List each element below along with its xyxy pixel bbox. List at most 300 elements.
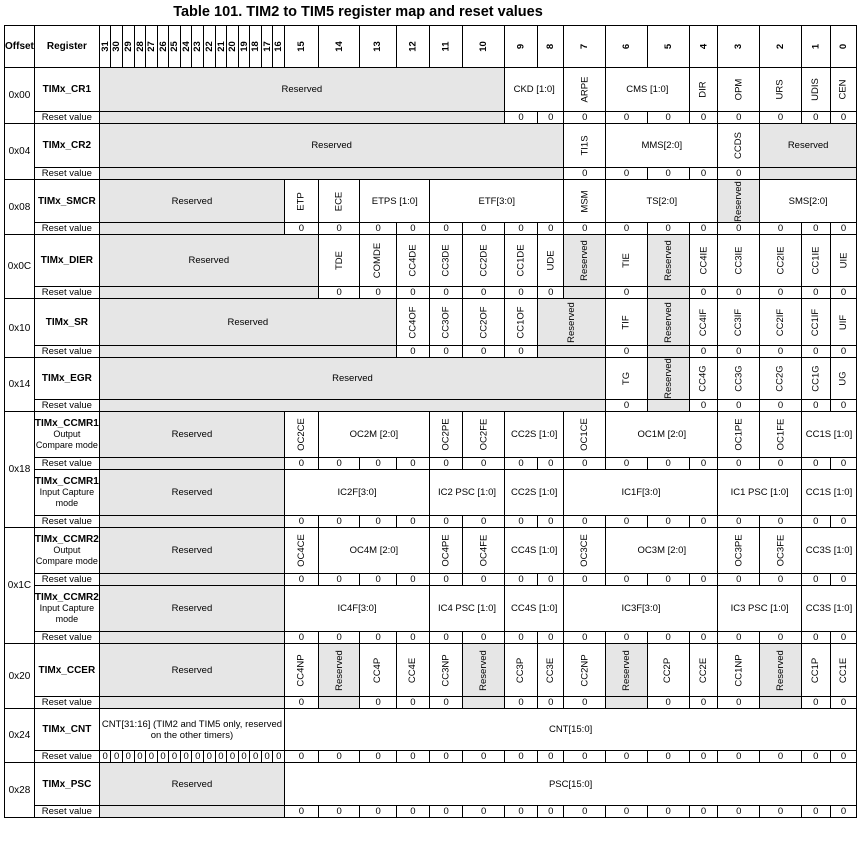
reset-bit: 0 xyxy=(504,458,537,470)
bit-header: 24 xyxy=(180,26,192,68)
register-name-cell xyxy=(34,299,99,346)
reset-bit: 0 xyxy=(689,168,718,180)
bit-field: MSM xyxy=(564,180,606,223)
reset-bit: 0 xyxy=(830,112,856,124)
register-name: TIMx_SMCR xyxy=(37,195,96,207)
reset-bit: 0 xyxy=(204,751,216,763)
bit-field: UIF xyxy=(830,299,856,346)
reset-bit: 0 xyxy=(504,346,537,358)
reset-bit: 0 xyxy=(801,346,830,358)
reset-bit: 0 xyxy=(718,751,760,763)
reset-bit: 0 xyxy=(285,751,319,763)
bit-field: ETPS [1:0] xyxy=(360,180,430,223)
reset-bit: 0 xyxy=(396,632,429,644)
reset-bit: 0 xyxy=(689,632,718,644)
reset-bit: 0 xyxy=(180,751,192,763)
register-name: TIMx_PSC xyxy=(42,778,92,790)
bit-header: 0 xyxy=(830,26,856,68)
reset-value-label: Reset value xyxy=(34,400,99,412)
reset-bit: 0 xyxy=(504,287,537,299)
bit-field: IC4 PSC [1:0] xyxy=(430,586,505,632)
reset-bit: 0 xyxy=(564,806,606,818)
bit-field: CC1G xyxy=(801,358,830,400)
reset-bit: 0 xyxy=(463,346,505,358)
register-row xyxy=(5,412,857,458)
bit-field: IC1 PSC [1:0] xyxy=(718,470,801,516)
reserved-field: Reserved xyxy=(718,180,760,223)
offset-cell: 0x08 xyxy=(5,180,35,235)
reset-bit: 0 xyxy=(830,697,856,709)
reset-bit xyxy=(99,112,504,124)
bit-header: 7 xyxy=(564,26,606,68)
reset-bit: 0 xyxy=(564,574,606,586)
bit-field: CC4G xyxy=(689,358,718,400)
reset-bit: 0 xyxy=(647,168,689,180)
reset-bit: 0 xyxy=(504,112,537,124)
reset-bit: 0 xyxy=(463,516,505,528)
reset-bit xyxy=(647,346,689,358)
offset-cell: 0x04 xyxy=(5,124,35,180)
reset-bit: 0 xyxy=(606,516,648,528)
bit-field: CC2OF xyxy=(463,299,505,346)
reset-bit: 0 xyxy=(801,697,830,709)
reset-row xyxy=(5,458,857,470)
reset-bit xyxy=(606,697,648,709)
reset-bit: 0 xyxy=(718,168,760,180)
bit-field: CC4IE xyxy=(689,235,718,287)
reset-bit: 0 xyxy=(801,516,830,528)
reset-bit: 0 xyxy=(396,806,429,818)
header-row xyxy=(5,26,857,68)
reset-bit: 0 xyxy=(606,458,648,470)
table-title: Table 101. TIM2 to TIM5 register map and reset values xyxy=(173,4,543,20)
reset-bit: 0 xyxy=(463,287,505,299)
bit-field: CC2NP xyxy=(564,644,606,697)
offset-cell: 0x18 xyxy=(5,412,35,528)
reset-bit: 0 xyxy=(318,516,360,528)
reset-bit: 0 xyxy=(430,458,463,470)
offset-cell: 0x10 xyxy=(5,299,35,358)
reset-bit: 0 xyxy=(430,574,463,586)
reset-bit xyxy=(99,346,396,358)
reserved-field: Reserved xyxy=(99,586,284,632)
reset-bit: 0 xyxy=(430,806,463,818)
reset-bit: 0 xyxy=(564,223,606,235)
reset-bit: 0 xyxy=(564,458,606,470)
reset-bit: 0 xyxy=(285,458,319,470)
bit-header: 10 xyxy=(463,26,505,68)
register-mode: Output Compare mode xyxy=(35,429,98,450)
reset-bit: 0 xyxy=(647,632,689,644)
reset-bit: 0 xyxy=(830,516,856,528)
reset-bit: 0 xyxy=(801,751,830,763)
reset-row xyxy=(5,806,857,818)
reset-bit: 0 xyxy=(463,751,505,763)
reset-bit: 0 xyxy=(538,574,564,586)
bit-field: CC1IE xyxy=(801,235,830,287)
reset-bit: 0 xyxy=(760,574,802,586)
bit-field: ETP xyxy=(285,180,319,223)
bit-field: TG xyxy=(606,358,648,400)
bit-field: TIE xyxy=(606,235,648,287)
bit-header: 9 xyxy=(504,26,537,68)
reset-bit xyxy=(99,458,284,470)
register-name-cell xyxy=(34,412,99,458)
reset-bit xyxy=(99,287,318,299)
reset-bit: 0 xyxy=(504,516,537,528)
reset-bit: 0 xyxy=(760,806,802,818)
bit-field: CC2E xyxy=(689,644,718,697)
bit-field: CC4OF xyxy=(396,299,429,346)
reserved-field: Reserved xyxy=(647,299,689,346)
bit-field: OC2FE xyxy=(463,412,505,458)
reset-bit xyxy=(463,697,505,709)
reserved-field: Reserved xyxy=(99,358,605,400)
reset-bit: 0 xyxy=(215,751,227,763)
offset-cell: 0x00 xyxy=(5,68,35,124)
bit-header: 18 xyxy=(250,26,262,68)
reset-bit: 0 xyxy=(463,574,505,586)
bit-field: CNT[15:0] xyxy=(285,709,857,751)
reset-value-label: Reset value xyxy=(34,751,99,763)
reserved-field: Reserved xyxy=(647,235,689,287)
bit-field: CC2S [1:0] xyxy=(504,412,564,458)
reset-bit: 0 xyxy=(430,287,463,299)
bit-header: 31 xyxy=(99,26,111,68)
bit-field: IC3F[3:0] xyxy=(564,586,718,632)
bit-field: CNT[31:16] (TIM2 and TIM5 only, reserved on the other timers) xyxy=(99,709,284,751)
reset-bit: 0 xyxy=(564,516,606,528)
reset-bit: 0 xyxy=(430,346,463,358)
reset-bit: 0 xyxy=(285,516,319,528)
bit-field: CC4S [1:0] xyxy=(504,586,564,632)
reset-bit: 0 xyxy=(396,574,429,586)
reset-row xyxy=(5,516,857,528)
reserved-field: Reserved xyxy=(99,528,284,574)
bit-header: 27 xyxy=(146,26,158,68)
reset-bit: 0 xyxy=(111,751,123,763)
bit-field: CC2G xyxy=(760,358,802,400)
bit-field: CC1E xyxy=(830,644,856,697)
reset-value-label: Reset value xyxy=(34,223,99,235)
reserved-field: Reserved xyxy=(99,763,284,806)
reset-value-label: Reset value xyxy=(34,516,99,528)
bit-header: 1 xyxy=(801,26,830,68)
reset-bit: 0 xyxy=(718,112,760,124)
reset-bit: 0 xyxy=(718,458,760,470)
register-name-cell xyxy=(34,709,99,751)
bit-field: OC2M [2:0] xyxy=(318,412,429,458)
reset-bit: 0 xyxy=(360,697,396,709)
reserved-field: Reserved xyxy=(647,358,689,400)
bit-header: 26 xyxy=(157,26,169,68)
register-name-cell xyxy=(34,180,99,223)
bit-field: CC4E xyxy=(396,644,429,697)
reset-bit: 0 xyxy=(647,112,689,124)
register-mode: Input Capture mode xyxy=(39,487,95,508)
reset-bit: 0 xyxy=(285,223,319,235)
reset-bit: 0 xyxy=(647,697,689,709)
bit-header: 12 xyxy=(396,26,429,68)
register-map-table xyxy=(4,25,857,818)
reset-bit: 0 xyxy=(273,751,285,763)
bit-header: 30 xyxy=(111,26,123,68)
bit-header: 16 xyxy=(273,26,285,68)
reset-bit: 0 xyxy=(538,516,564,528)
register-name: TIMx_CNT xyxy=(42,724,92,735)
bit-field: CC4NP xyxy=(285,644,319,697)
reset-bit: 0 xyxy=(830,400,856,412)
reset-bit: 0 xyxy=(238,751,250,763)
bit-field: IC4F[3:0] xyxy=(285,586,430,632)
register-name: TIMx_DIER xyxy=(40,255,93,266)
bit-field: DIR xyxy=(689,68,718,112)
register-mode: Input Capture mode xyxy=(39,603,95,624)
bit-header: 19 xyxy=(238,26,250,68)
reset-bit xyxy=(99,223,284,235)
register-name: TIMx_CCMR1 xyxy=(34,418,99,429)
reset-bit xyxy=(99,516,284,528)
reset-bit: 0 xyxy=(192,751,204,763)
reset-bit xyxy=(564,287,606,299)
reset-bit: 0 xyxy=(718,697,760,709)
reset-bit: 0 xyxy=(227,751,239,763)
reset-row xyxy=(5,223,857,235)
register-row xyxy=(5,470,857,516)
reset-row xyxy=(5,751,857,763)
register-name: TIMx_CCMR2 xyxy=(34,592,99,603)
register-name: TIMx_EGR xyxy=(41,373,92,384)
offset-cell: 0x24 xyxy=(5,709,35,763)
reset-bit: 0 xyxy=(830,223,856,235)
reset-bit: 0 xyxy=(647,458,689,470)
reset-value-label: Reset value xyxy=(34,697,99,709)
bit-field: CC4S [1:0] xyxy=(504,528,564,574)
reset-bit: 0 xyxy=(360,458,396,470)
bit-field: UIE xyxy=(830,235,856,287)
reset-bit: 0 xyxy=(689,223,718,235)
reset-row xyxy=(5,574,857,586)
bit-field: CC3S [1:0] xyxy=(801,528,856,574)
bit-field: OC3PE xyxy=(718,528,760,574)
reset-bit: 0 xyxy=(250,751,262,763)
reset-bit: 0 xyxy=(801,806,830,818)
reset-bit: 0 xyxy=(760,346,802,358)
reset-bit: 0 xyxy=(606,806,648,818)
reset-row xyxy=(5,632,857,644)
bit-field: CC1OF xyxy=(504,299,537,346)
bit-field: CMS [1:0] xyxy=(606,68,689,112)
reset-bit: 0 xyxy=(430,697,463,709)
reset-bit: 0 xyxy=(689,574,718,586)
bit-field: UDE xyxy=(538,235,564,287)
reset-row xyxy=(5,400,857,412)
reset-bit: 0 xyxy=(538,112,564,124)
reset-bit: 0 xyxy=(689,806,718,818)
bit-field: CC2S [1:0] xyxy=(504,470,564,516)
bit-field: ARPE xyxy=(564,68,606,112)
offset-header: Offset xyxy=(5,26,35,68)
bit-header: 2 xyxy=(760,26,802,68)
reset-bit: 0 xyxy=(689,697,718,709)
reset-bit: 0 xyxy=(360,287,396,299)
reset-bit: 0 xyxy=(830,751,856,763)
reset-bit: 0 xyxy=(396,346,429,358)
bit-field: ETF[3:0] xyxy=(430,180,564,223)
bit-field: CC3S [1:0] xyxy=(801,586,856,632)
bit-field: CC4DE xyxy=(396,235,429,287)
reset-bit: 0 xyxy=(538,458,564,470)
bit-field: PSC[15:0] xyxy=(285,763,857,806)
bit-field: TS[2:0] xyxy=(606,180,718,223)
reset-value-label: Reset value xyxy=(34,806,99,818)
bit-header: 11 xyxy=(430,26,463,68)
reset-bit: 0 xyxy=(689,751,718,763)
reset-bit: 0 xyxy=(169,751,181,763)
reserved-field: Reserved xyxy=(760,644,802,697)
reserved-field: Reserved xyxy=(99,644,284,697)
bit-field: IC3 PSC [1:0] xyxy=(718,586,801,632)
reset-bit: 0 xyxy=(647,223,689,235)
bit-field: CC4IF xyxy=(689,299,718,346)
bit-field: OC3M [2:0] xyxy=(606,528,718,574)
bit-field: OC3CE xyxy=(564,528,606,574)
reset-bit: 0 xyxy=(285,697,319,709)
bit-field: CC1NP xyxy=(718,644,760,697)
bit-header: 23 xyxy=(192,26,204,68)
bit-field: IC1F[3:0] xyxy=(564,470,718,516)
reset-bit: 0 xyxy=(801,400,830,412)
reset-bit xyxy=(760,697,802,709)
reset-bit: 0 xyxy=(760,516,802,528)
bit-field: CC3DE xyxy=(430,235,463,287)
reset-bit: 0 xyxy=(564,697,606,709)
reset-bit: 0 xyxy=(564,632,606,644)
reset-bit: 0 xyxy=(538,806,564,818)
register-mode: Output Compare mode xyxy=(35,545,98,566)
reset-bit: 0 xyxy=(760,112,802,124)
bit-field: CKD [1:0] xyxy=(504,68,564,112)
reset-bit: 0 xyxy=(318,751,360,763)
reset-bit: 0 xyxy=(463,806,505,818)
reset-bit: 0 xyxy=(606,223,648,235)
register-row xyxy=(5,586,857,632)
reset-bit: 0 xyxy=(318,223,360,235)
offset-cell: 0x28 xyxy=(5,763,35,818)
reset-bit: 0 xyxy=(606,751,648,763)
bit-field: TI1S xyxy=(564,124,606,168)
reset-bit: 0 xyxy=(606,574,648,586)
reset-bit: 0 xyxy=(718,516,760,528)
reset-bit: 0 xyxy=(718,400,760,412)
bit-header: 17 xyxy=(261,26,273,68)
reset-bit xyxy=(538,346,606,358)
bit-header: 29 xyxy=(122,26,134,68)
reset-bit: 0 xyxy=(538,287,564,299)
register-name: TIMx_CR1 xyxy=(42,84,92,95)
register-name-cell xyxy=(34,68,99,112)
bit-field: CC2IE xyxy=(760,235,802,287)
reset-bit: 0 xyxy=(801,112,830,124)
bit-header: 25 xyxy=(169,26,181,68)
reset-bit: 0 xyxy=(396,223,429,235)
reset-bit: 0 xyxy=(689,400,718,412)
reset-bit: 0 xyxy=(760,458,802,470)
bit-field: SMS[2:0] xyxy=(760,180,857,223)
offset-cell: 0x20 xyxy=(5,644,35,709)
reset-bit: 0 xyxy=(318,458,360,470)
reserved-field: Reserved xyxy=(99,124,564,168)
reset-bit: 0 xyxy=(830,458,856,470)
register-name-cell xyxy=(34,528,99,574)
bit-field: CC3OF xyxy=(430,299,463,346)
reset-bit: 0 xyxy=(504,223,537,235)
reset-bit xyxy=(760,168,857,180)
reserved-field: Reserved xyxy=(99,299,396,346)
reset-bit: 0 xyxy=(760,223,802,235)
reserved-field: Reserved xyxy=(760,124,857,168)
reset-bit xyxy=(99,168,564,180)
register-name-cell xyxy=(34,124,99,168)
reset-bit: 0 xyxy=(360,806,396,818)
bit-header: 21 xyxy=(215,26,227,68)
register-row xyxy=(5,124,857,168)
bit-header: 5 xyxy=(647,26,689,68)
reset-row xyxy=(5,346,857,358)
reset-row xyxy=(5,697,857,709)
reset-bit: 0 xyxy=(718,223,760,235)
reset-bit: 0 xyxy=(318,632,360,644)
reset-bit: 0 xyxy=(830,632,856,644)
reserved-field: Reserved xyxy=(99,180,284,223)
bit-field: OC1FE xyxy=(760,412,802,458)
reset-bit: 0 xyxy=(396,516,429,528)
reset-bit: 0 xyxy=(396,697,429,709)
bit-field: CC3P xyxy=(504,644,537,697)
bit-field: OC1PE xyxy=(718,412,760,458)
bit-header: 4 xyxy=(689,26,718,68)
register-name: TIMx_CCER xyxy=(38,664,96,676)
bit-field: CCDS xyxy=(718,124,760,168)
reset-bit: 0 xyxy=(318,574,360,586)
reset-row xyxy=(5,168,857,180)
reserved-field: Reserved xyxy=(99,68,504,112)
reserved-field: Reserved xyxy=(538,299,606,346)
register-name-cell xyxy=(34,586,99,632)
reset-bit: 0 xyxy=(504,632,537,644)
reset-bit: 0 xyxy=(360,516,396,528)
register-row xyxy=(5,358,857,400)
bit-field: CC2DE xyxy=(463,235,505,287)
reset-bit: 0 xyxy=(360,574,396,586)
offset-cell: 0x0C xyxy=(5,235,35,299)
bit-field: OC2PE xyxy=(430,412,463,458)
reset-bit: 0 xyxy=(647,751,689,763)
reset-bit xyxy=(318,697,360,709)
reset-bit: 0 xyxy=(606,400,648,412)
bit-field: OC4FE xyxy=(463,528,505,574)
reset-bit xyxy=(99,697,284,709)
reserved-field: Reserved xyxy=(99,235,318,287)
bit-field: CEN xyxy=(830,68,856,112)
register-row xyxy=(5,709,857,751)
bit-header: 14 xyxy=(318,26,360,68)
reset-bit: 0 xyxy=(689,112,718,124)
bit-field: IC2F[3:0] xyxy=(285,470,430,516)
register-row xyxy=(5,763,857,806)
reset-bit: 0 xyxy=(564,751,606,763)
reset-bit: 0 xyxy=(801,574,830,586)
